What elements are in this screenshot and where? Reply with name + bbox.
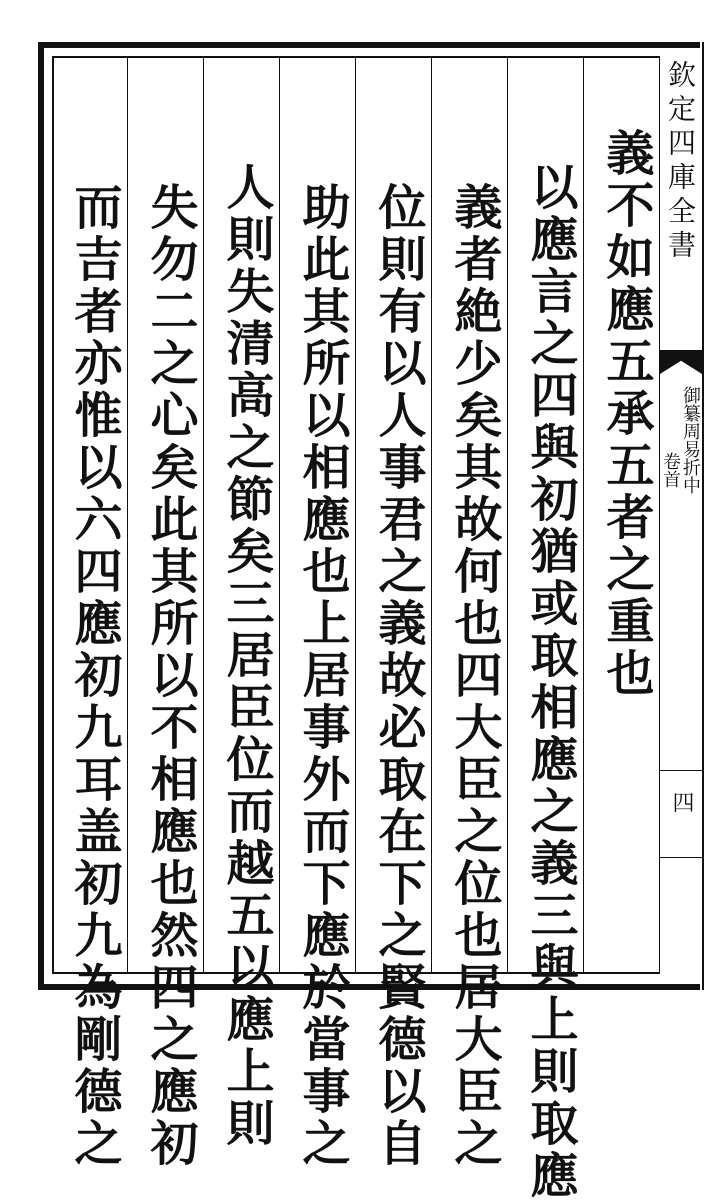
column-text-5: 助此其所以相應也上居事外而下應於當事之 xyxy=(294,182,350,1170)
margin-bottom-line xyxy=(660,984,700,990)
text-column-5 xyxy=(280,58,356,1170)
column-text-8: 而吉者亦惟以六四應初九耳盖初九為剛德之 xyxy=(66,182,122,1170)
column-text-6: 人則失清高之節矣三居臣位而越五以應上則 xyxy=(218,162,274,1150)
fishtail-mark xyxy=(660,350,702,374)
column-text-7: 失勿二之心矣此其所以不相應也然四之應初 xyxy=(142,182,198,1170)
page-margin-strip xyxy=(660,42,727,990)
column-text-3: 義者絶少矣其故何也四大臣之位也居大臣之 xyxy=(446,182,502,1170)
book-title: 御纂周易折中 xyxy=(680,386,701,494)
collection-title: 欽定四庫全書 xyxy=(664,60,697,264)
text-column-3 xyxy=(432,58,508,1170)
column-text-2: 以應言之四與初猶或取相應之義三與上則取應 xyxy=(522,162,578,1202)
text-column-4 xyxy=(356,58,432,1170)
text-column-8 xyxy=(52,58,128,1170)
column-text-1: 義不如應五承五者之重也 xyxy=(598,128,654,700)
text-column-7 xyxy=(128,58,204,1170)
page-number: 四 xyxy=(669,791,694,813)
text-column-2 xyxy=(508,58,584,1202)
page-number-box xyxy=(660,770,704,858)
text-column-6 xyxy=(204,58,280,1150)
volume-label: 卷首 xyxy=(660,452,681,488)
text-column-1 xyxy=(584,58,660,972)
column-text-4: 位則有以人事君之義故必取在下之賢德以自 xyxy=(370,182,426,1170)
margin-top-line xyxy=(660,42,700,48)
